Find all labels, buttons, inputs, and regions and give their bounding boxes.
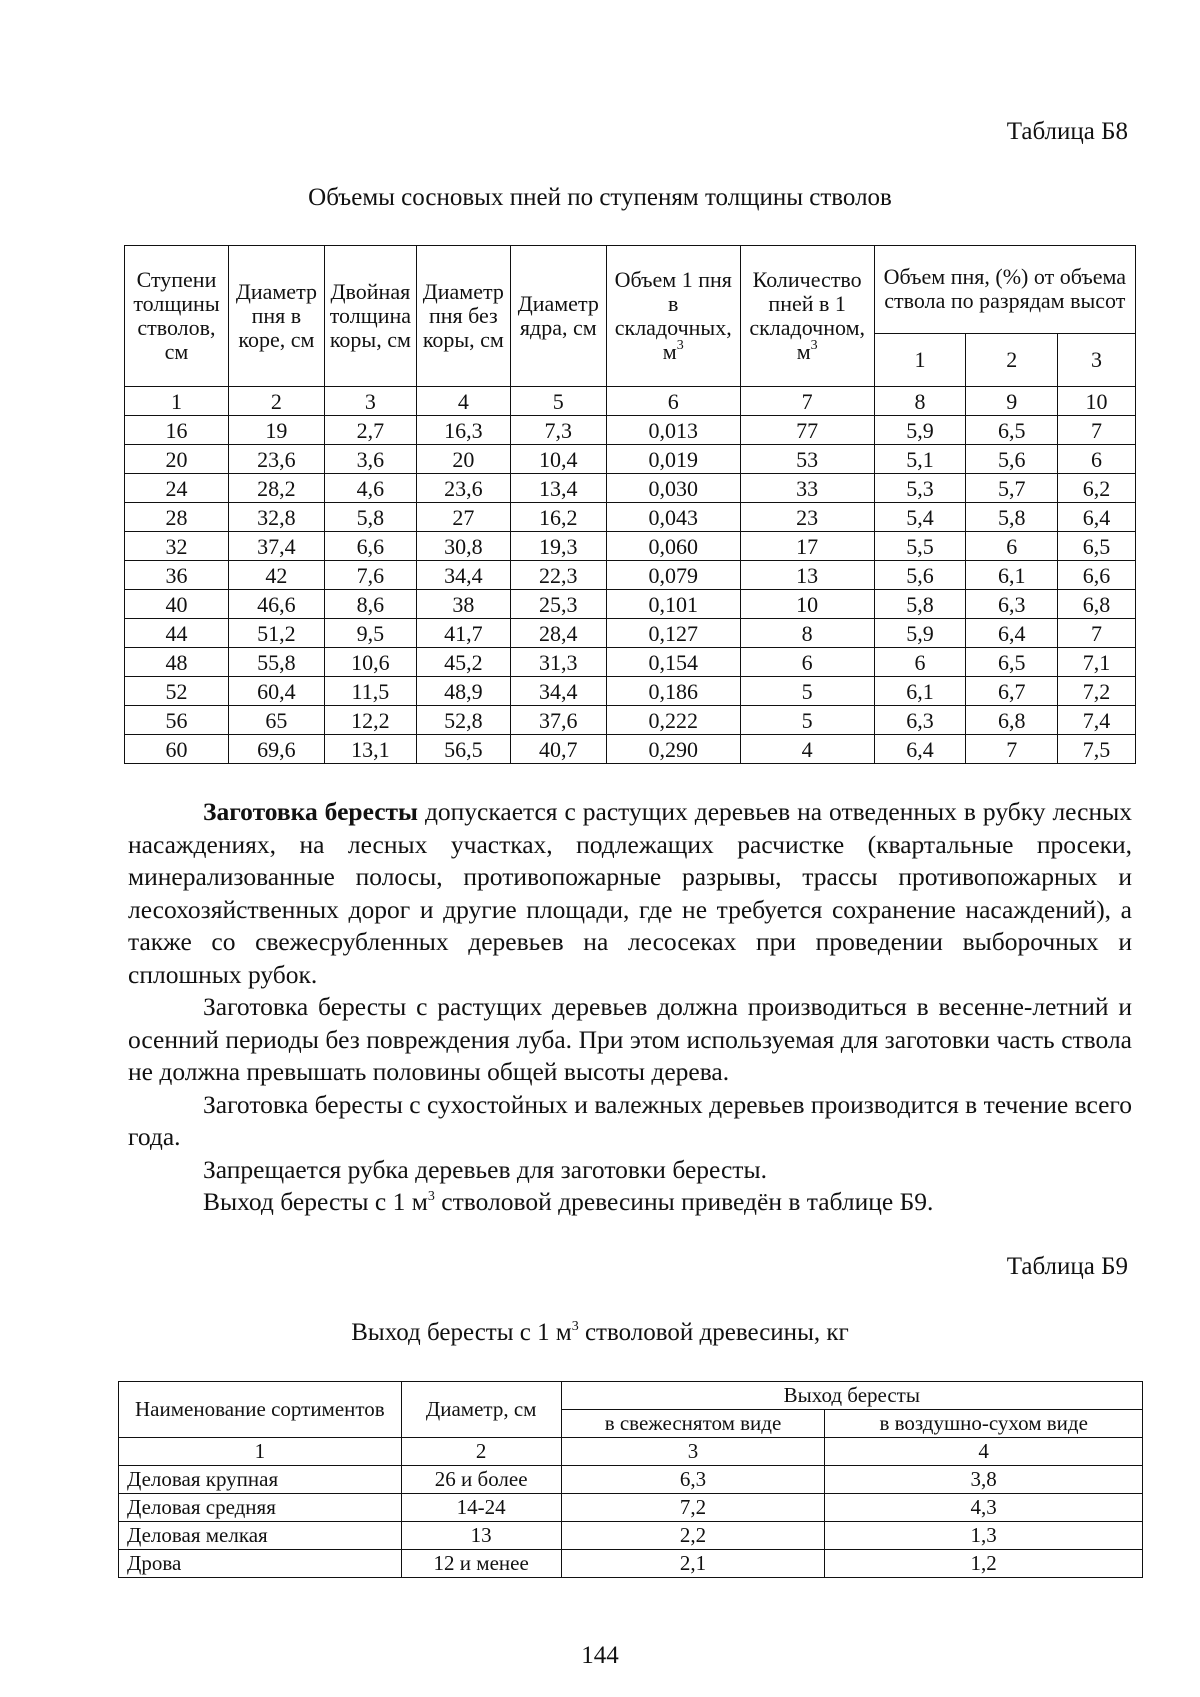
t8-column-number: 5: [510, 387, 606, 416]
t8-cell: 69,6: [228, 735, 324, 764]
t8-cell: 45,2: [416, 648, 510, 677]
t8-cell: 6,4: [1058, 503, 1136, 532]
t9-cell: 2,1: [561, 1550, 825, 1578]
t8-cell: 60,4: [228, 677, 324, 706]
t8-cell: 32: [125, 532, 229, 561]
t8-cell: 77: [740, 416, 874, 445]
t9-table-row: [119, 1494, 1143, 1522]
t8-cell: 52: [125, 677, 229, 706]
t8-cell: 6,3: [874, 706, 966, 735]
t8-table-row: [125, 677, 1136, 706]
t8-cell: 16: [125, 416, 229, 445]
t8-cell: 41,7: [416, 619, 510, 648]
t8-cell: 0,154: [606, 648, 740, 677]
t8-cell: 6,5: [966, 648, 1058, 677]
table-b9: [118, 1381, 1143, 1578]
t8-cell: 40,7: [510, 735, 606, 764]
t8-cell: 6,8: [966, 706, 1058, 735]
t8-cell: 5,1: [874, 445, 966, 474]
t8-cell: 5,7: [966, 474, 1058, 503]
t8-cell: 0,019: [606, 445, 740, 474]
table-b9-label: Таблица Б9: [1006, 1253, 1128, 1280]
t8-cell: 7,5: [1058, 735, 1136, 764]
t8-cell: 6: [966, 532, 1058, 561]
t9-cell: Деловая крупная: [119, 1466, 402, 1494]
t8-header-col7-sup: 3: [810, 338, 818, 353]
t8-cell: 30,8: [416, 532, 510, 561]
t8-table-row: [125, 532, 1136, 561]
t8-cell: 33: [740, 474, 874, 503]
t8-cell: 4: [740, 735, 874, 764]
t9-cell: 26 и более: [401, 1466, 561, 1494]
t8-table-row: [125, 706, 1136, 735]
t8-cell: 12,2: [324, 706, 416, 735]
t8-column-number: 6: [606, 387, 740, 416]
t8-cell: 6,8: [1058, 590, 1136, 619]
table-b8: [124, 245, 1136, 764]
t8-cell: 0,186: [606, 677, 740, 706]
table-b9-title-sup: 3: [571, 1319, 579, 1334]
t8-cell: 5: [740, 706, 874, 735]
t8-cell: 7: [966, 735, 1058, 764]
t8-header-col7-text: Количество пней в 1 складочном, м: [749, 267, 865, 364]
t9-cell: 4,3: [825, 1494, 1143, 1522]
t8-cell: 19,3: [510, 532, 606, 561]
t8-cell: 48,9: [416, 677, 510, 706]
t8-body: [125, 387, 1136, 764]
t8-cell: 13,1: [324, 735, 416, 764]
t8-cell: 7,6: [324, 561, 416, 590]
t8-cell: 44: [125, 619, 229, 648]
paragraph-5-text-a: Выход бересты с 1 м: [203, 1187, 428, 1216]
t8-column-number: 4: [416, 387, 510, 416]
t8-cell: 11,5: [324, 677, 416, 706]
table-b9-title: [0, 1319, 1200, 1347]
t8-cell: 17: [740, 532, 874, 561]
paragraph-1-bold: Заготовка бересты: [203, 797, 418, 826]
t8-cell: 48: [125, 648, 229, 677]
t8-cell: 6,6: [324, 532, 416, 561]
t8-column-number: 3: [324, 387, 416, 416]
t8-cell: 7,2: [1058, 677, 1136, 706]
t8-cell: 6: [874, 648, 966, 677]
t8-cell: 32,8: [228, 503, 324, 532]
t8-cell: 5,9: [874, 619, 966, 648]
table-b9-title-a: Выход бересты с 1 м: [351, 1319, 572, 1346]
t8-cell: 6,5: [966, 416, 1058, 445]
t8-cell: 7,3: [510, 416, 606, 445]
t8-cell: 24: [125, 474, 229, 503]
t8-cell: 5,8: [966, 503, 1058, 532]
t8-cell: 6,4: [966, 619, 1058, 648]
t8-cell: 0,222: [606, 706, 740, 735]
table-b8-label: Таблица Б8: [1006, 118, 1128, 145]
table-b9-title-b: стволовой древесины, кг: [578, 1319, 849, 1346]
t8-cell: 23,6: [228, 445, 324, 474]
t8-cell: 46,6: [228, 590, 324, 619]
t9-table-row: [119, 1466, 1143, 1494]
t8-column-number: 8: [874, 387, 966, 416]
t8-header-col4: Диаметр пня без коры, см: [416, 246, 510, 387]
t8-cell: 6: [740, 648, 874, 677]
t8-cell: 16,2: [510, 503, 606, 532]
t8-cell: 5,9: [874, 416, 966, 445]
t8-cell: 5: [740, 677, 874, 706]
t9-cell: 6,3: [561, 1466, 825, 1494]
t8-cell: 10: [740, 590, 874, 619]
t8-cell: 20: [125, 445, 229, 474]
t8-header-group: Объем пня, (%) от объема ствола по разрядам высот: [874, 246, 1135, 334]
t8-cell: 7,4: [1058, 706, 1136, 735]
t8-cell: 6,7: [966, 677, 1058, 706]
t8-cell: 20: [416, 445, 510, 474]
t8-header-sub1: 1: [874, 333, 966, 386]
t8-table-row: [125, 416, 1136, 445]
t8-cell: 34,4: [416, 561, 510, 590]
table-b8-title: Объемы сосновых пней по ступеням толщины стволов: [308, 184, 892, 211]
paragraph-5-sup: 3: [427, 1189, 435, 1204]
t9-body: [119, 1438, 1143, 1578]
t8-header-col3: Двойная толщина коры, см: [324, 246, 416, 387]
t8-cell: 42: [228, 561, 324, 590]
t9-table-row: [119, 1550, 1143, 1578]
t8-header-sub2: 2: [966, 333, 1058, 386]
t8-cell: 0,101: [606, 590, 740, 619]
t8-cell: 53: [740, 445, 874, 474]
t8-cell: 3,6: [324, 445, 416, 474]
t8-cell: 6,3: [966, 590, 1058, 619]
t8-cell: 6,1: [874, 677, 966, 706]
t8-cell: 0,013: [606, 416, 740, 445]
t8-header-col6-text: Объем 1 пня в складочных, м: [614, 267, 732, 364]
t8-number-row: [125, 387, 1136, 416]
t9-cell: 12 и менее: [401, 1550, 561, 1578]
t8-table-row: [125, 503, 1136, 532]
t8-cell: 16,3: [416, 416, 510, 445]
t8-cell: 5,8: [874, 590, 966, 619]
t8-cell: 5,5: [874, 532, 966, 561]
t8-cell: 37,6: [510, 706, 606, 735]
t8-cell: 65: [228, 706, 324, 735]
t9-header-col2: Диаметр, см: [401, 1382, 561, 1438]
paragraph-4: Запрещается рубка деревьев для заготовки бересты.: [203, 1154, 767, 1184]
t8-cell: 25,3: [510, 590, 606, 619]
t8-table-row: [125, 590, 1136, 619]
t9-header-group: Выход бересты: [561, 1382, 1142, 1410]
t8-cell: 10,6: [324, 648, 416, 677]
t8-cell: 22,3: [510, 561, 606, 590]
t8-cell: 0,043: [606, 503, 740, 532]
t8-table-row: [125, 619, 1136, 648]
t8-cell: 19: [228, 416, 324, 445]
paragraph-1-text: допускается с растущих деревьев на отведенных в рубку лесных насаждениях, на лесных участках, подлежащих расчистке (квартальные просеки, минерализованные полосы, противопожарные разрывы, трассы противопожарных и лесохозяйственных дорог и другие площади, где не требуется сохранение насаждений), а также со свежесрубленных деревьев на лесосеках при проведении выборочных и сплошных рубок.: [128, 797, 1132, 989]
t8-cell: 2,7: [324, 416, 416, 445]
t8-cell: 0,127: [606, 619, 740, 648]
t8-cell: 7,1: [1058, 648, 1136, 677]
t8-cell: 40: [125, 590, 229, 619]
t8-cell: 51,2: [228, 619, 324, 648]
t8-cell: 5,6: [966, 445, 1058, 474]
t8-cell: 6,1: [966, 561, 1058, 590]
t8-table-row: [125, 648, 1136, 677]
t8-cell: 6,5: [1058, 532, 1136, 561]
t8-cell: 5,3: [874, 474, 966, 503]
t8-column-number: 7: [740, 387, 874, 416]
t8-cell: 7: [1058, 416, 1136, 445]
t8-header-sub3: 3: [1058, 333, 1136, 386]
t8-cell: 8: [740, 619, 874, 648]
t8-cell: 56,5: [416, 735, 510, 764]
t9-header-col1: Наименование сортиментов: [119, 1382, 402, 1438]
t8-cell: 10,4: [510, 445, 606, 474]
t9-cell: 7,2: [561, 1494, 825, 1522]
t9-column-number: 2: [401, 1438, 561, 1466]
t9-column-number: 3: [561, 1438, 825, 1466]
t8-cell: 28,4: [510, 619, 606, 648]
t8-cell: 4,6: [324, 474, 416, 503]
t8-cell: 27: [416, 503, 510, 532]
t8-cell: 5,8: [324, 503, 416, 532]
t8-cell: 6: [1058, 445, 1136, 474]
t8-cell: 13,4: [510, 474, 606, 503]
t8-cell: 0,030: [606, 474, 740, 503]
t9-column-number: 1: [119, 1438, 402, 1466]
t9-cell: 3,8: [825, 1466, 1143, 1494]
t8-cell: 6,2: [1058, 474, 1136, 503]
t9-number-row: [119, 1438, 1143, 1466]
t8-cell: 60: [125, 735, 229, 764]
t8-cell: 56: [125, 706, 229, 735]
t8-column-number: 2: [228, 387, 324, 416]
t9-cell: Деловая средняя: [119, 1494, 402, 1522]
t9-cell: 13: [401, 1522, 561, 1550]
paragraph-3: Заготовка бересты с сухостойных и валежных деревьев производится в течение всего года.: [128, 1089, 1132, 1151]
t8-cell: 34,4: [510, 677, 606, 706]
t9-cell: Дрова: [119, 1550, 402, 1578]
t8-table-row: [125, 445, 1136, 474]
t8-cell: 5,6: [874, 561, 966, 590]
t8-cell: 23,6: [416, 474, 510, 503]
t9-cell: 14-24: [401, 1494, 561, 1522]
t8-cell: 23: [740, 503, 874, 532]
t8-header-col1: Ступени толщины стволов, см: [125, 246, 229, 387]
t8-cell: 9,5: [324, 619, 416, 648]
t8-cell: 52,8: [416, 706, 510, 735]
t8-cell: 31,3: [510, 648, 606, 677]
t9-cell: Деловая мелкая: [119, 1522, 402, 1550]
t8-cell: 28: [125, 503, 229, 532]
t9-cell: 2,2: [561, 1522, 825, 1550]
paragraph-5-text-b: стволовой древесины приведён в таблице Б9.: [434, 1187, 934, 1216]
t8-table-row: [125, 735, 1136, 764]
t8-cell: 0,079: [606, 561, 740, 590]
t9-cell: 1,3: [825, 1522, 1143, 1550]
paragraph-2: Заготовка бересты с растущих деревьев должна производиться в весенне-летний и осенний периоды без повреждения луба. При этом используемая для заготовки часть ствола не должна превышать половины общей высоты дерева.: [128, 992, 1132, 1086]
t8-cell: 37,4: [228, 532, 324, 561]
t8-cell: 0,290: [606, 735, 740, 764]
t9-header-sub1: в свежеснятом виде: [561, 1410, 825, 1438]
t8-cell: 8,6: [324, 590, 416, 619]
t9-cell: 1,2: [825, 1550, 1143, 1578]
t8-cell: 55,8: [228, 648, 324, 677]
page-number: 144: [581, 1642, 619, 1669]
t8-table-row: [125, 561, 1136, 590]
t8-cell: 13: [740, 561, 874, 590]
t8-cell: 0,060: [606, 532, 740, 561]
t8-cell: 6,6: [1058, 561, 1136, 590]
t8-cell: 5,4: [874, 503, 966, 532]
t8-header-col5: Диаметр ядра, см: [510, 246, 606, 387]
body-text: [128, 796, 1132, 1219]
t8-cell: 7: [1058, 619, 1136, 648]
t8-table-row: [125, 474, 1136, 503]
t8-cell: 36: [125, 561, 229, 590]
t9-header-sub2: в воздушно-сухом виде: [825, 1410, 1143, 1438]
t8-header-col6-sup: 3: [676, 338, 684, 353]
t8-header-col7: [740, 246, 874, 387]
t9-table-row: [119, 1522, 1143, 1550]
paragraph-1: [128, 796, 1132, 991]
t8-cell: 6,4: [874, 735, 966, 764]
t8-header-col2: Диаметр пня в коре, см: [228, 246, 324, 387]
t8-column-number: 9: [966, 387, 1058, 416]
t8-cell: 28,2: [228, 474, 324, 503]
t9-column-number: 4: [825, 1438, 1143, 1466]
t8-column-number: 10: [1058, 387, 1136, 416]
t8-header-col6: [606, 246, 740, 387]
paragraph-5: [128, 1186, 1132, 1219]
t8-column-number: 1: [125, 387, 229, 416]
t8-cell: 38: [416, 590, 510, 619]
